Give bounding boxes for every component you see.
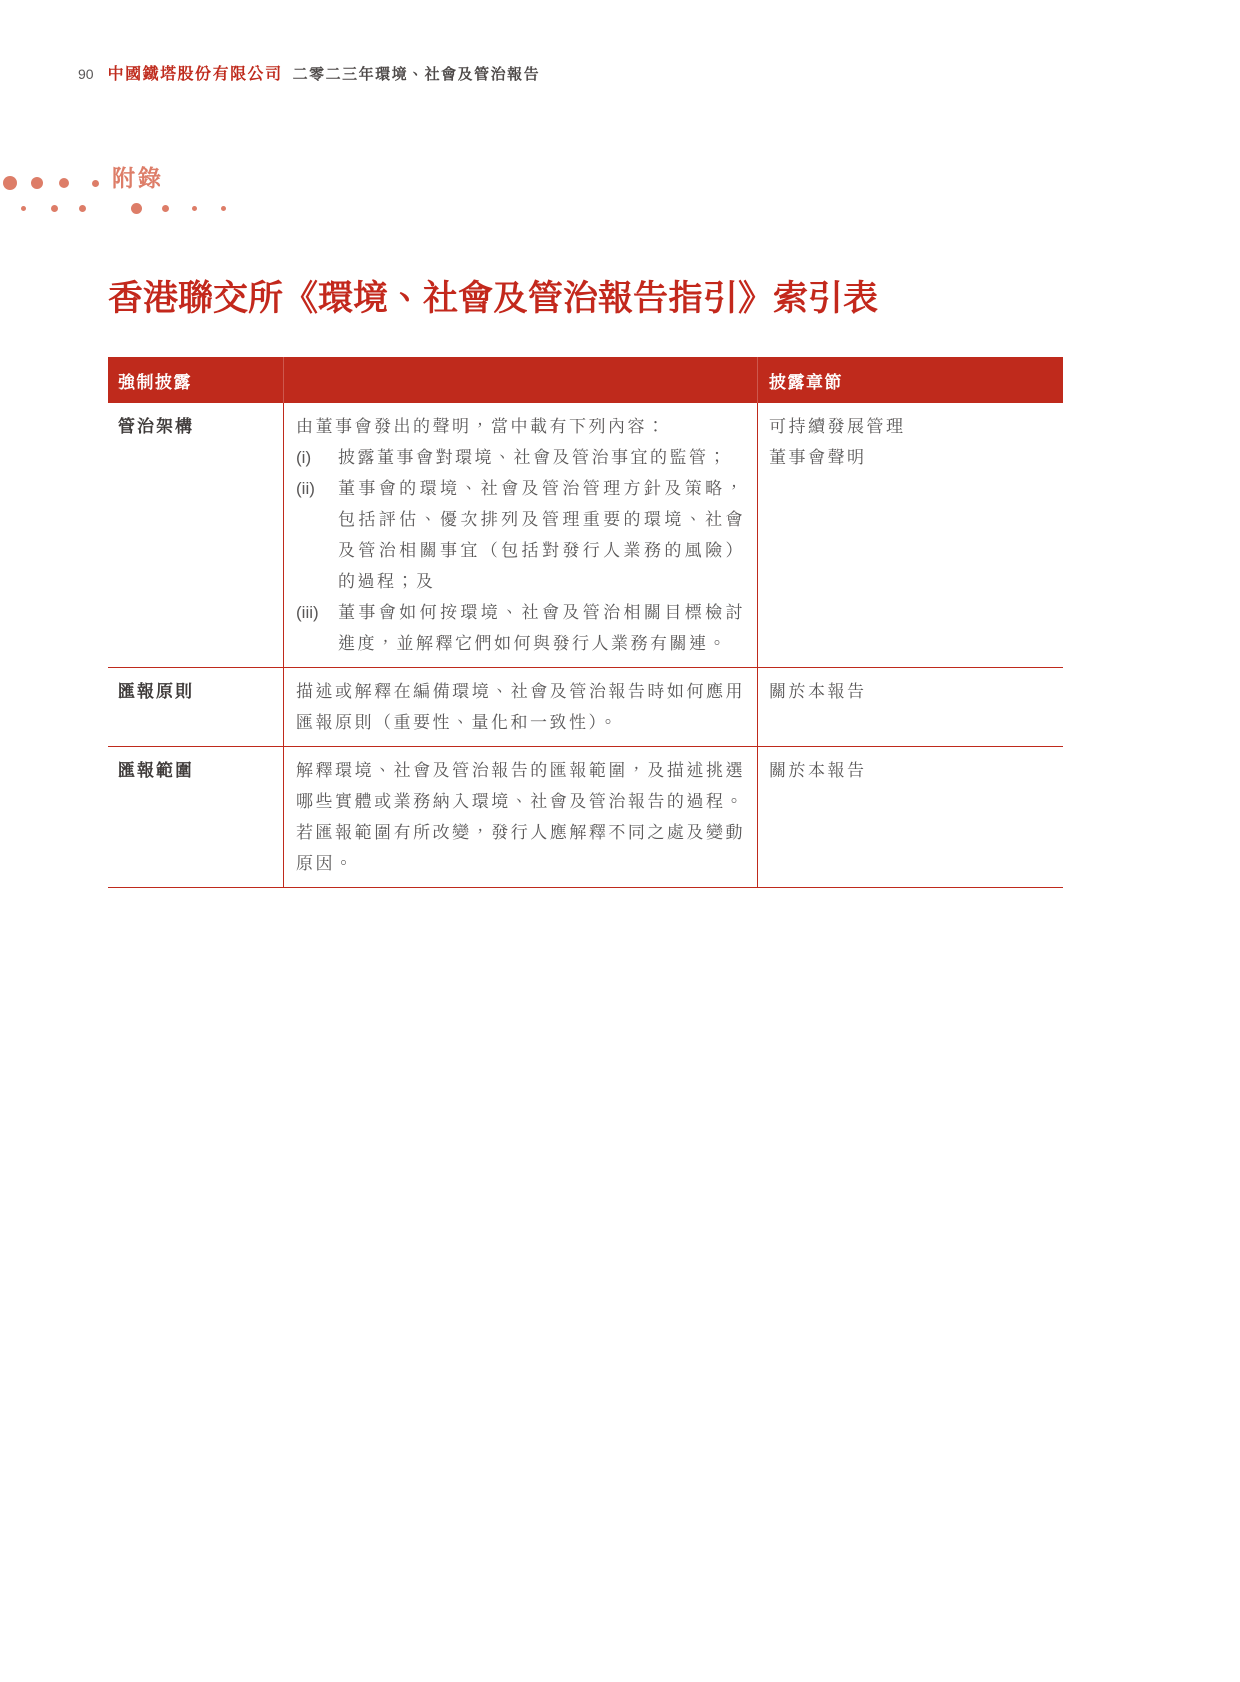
table-row-governance-structure bbox=[108, 403, 1063, 668]
chapter-reference: 可持續發展管理 bbox=[769, 417, 906, 436]
decorative-dot bbox=[3, 176, 17, 190]
report-name: 二零二三年環境、社會及管治報告 bbox=[292, 66, 541, 83]
decorative-dot bbox=[92, 180, 99, 187]
chapter-reference: 關於本報告 bbox=[769, 682, 867, 701]
list-item-text: 董事會的環境、社會及管治管理方針及策略，包括評估、優次排列及管理重要的環境、社會及管治相關事宜（包括對發行人業務的風險）的過程；及 bbox=[338, 479, 745, 591]
row-label: 匯報範圍 bbox=[118, 761, 194, 780]
decorative-dot bbox=[51, 205, 58, 212]
page-title: 香港聯交所《環境、社會及管治報告指引》索引表 bbox=[108, 279, 879, 318]
row-chapter-cell bbox=[757, 668, 1063, 746]
decorative-dot bbox=[221, 206, 226, 211]
column-header-spacer bbox=[283, 357, 757, 403]
decorative-dot bbox=[59, 178, 69, 188]
list-item-text: 披露董事會對環境、社會及管治事宜的監管； bbox=[338, 448, 728, 467]
list-item bbox=[296, 597, 745, 659]
decorative-dot bbox=[192, 206, 197, 211]
decorative-dot bbox=[31, 177, 43, 189]
column-header-mandatory-disclosure: 強制披露 bbox=[118, 372, 192, 392]
appendix-label: 附錄 bbox=[112, 165, 164, 191]
esg-index-table bbox=[108, 357, 1063, 888]
row-chapter-cell bbox=[757, 403, 1063, 667]
list-item bbox=[296, 442, 745, 473]
decorative-dot bbox=[131, 203, 142, 214]
row-description-cell bbox=[283, 668, 757, 746]
page-running-header bbox=[78, 61, 540, 84]
row-description: 描述或解釋在編備環境、社會及管治報告時如何應用匯報原則（重要性、量化和一致性）。 bbox=[296, 682, 745, 732]
row-chapter-cell bbox=[757, 747, 1063, 887]
row-label: 管治架構 bbox=[118, 417, 194, 436]
page-number: 90 bbox=[78, 66, 94, 82]
description-intro: 由董事會發出的聲明，當中載有下列內容： bbox=[296, 417, 667, 436]
row-label: 匯報原則 bbox=[118, 682, 194, 701]
chapter-reference: 董事會聲明 bbox=[769, 448, 867, 467]
list-item-text: 董事會如何按環境、社會及管治相關目標檢討進度，並解釋它們如何與發行人業務有關連。 bbox=[338, 603, 745, 653]
list-marker: (iii) bbox=[296, 603, 319, 622]
decorative-dot bbox=[162, 205, 169, 212]
company-name: 中國鐵塔股份有限公司 bbox=[107, 66, 283, 83]
chapter-reference: 關於本報告 bbox=[769, 761, 867, 780]
decorative-dot bbox=[21, 206, 26, 211]
table-header-row bbox=[108, 357, 1063, 403]
list-marker: (ii) bbox=[296, 479, 315, 498]
row-description-cell bbox=[283, 403, 757, 667]
column-header-disclosure-chapter: 披露章節 bbox=[757, 357, 1063, 403]
row-description: 解釋環境、社會及管治報告的匯報範圍，及描述挑選哪些實體或業務納入環境、社會及管治報告的過程。若匯報範圍有所改變，發行人應解釋不同之處及變動原因。 bbox=[296, 761, 745, 873]
row-description-cell bbox=[283, 747, 757, 887]
list-item bbox=[296, 473, 745, 597]
decorative-dot bbox=[79, 205, 86, 212]
list-marker: (i) bbox=[296, 448, 312, 467]
table-row-reporting-principles bbox=[108, 668, 1063, 747]
table-row-reporting-boundary bbox=[108, 747, 1063, 888]
